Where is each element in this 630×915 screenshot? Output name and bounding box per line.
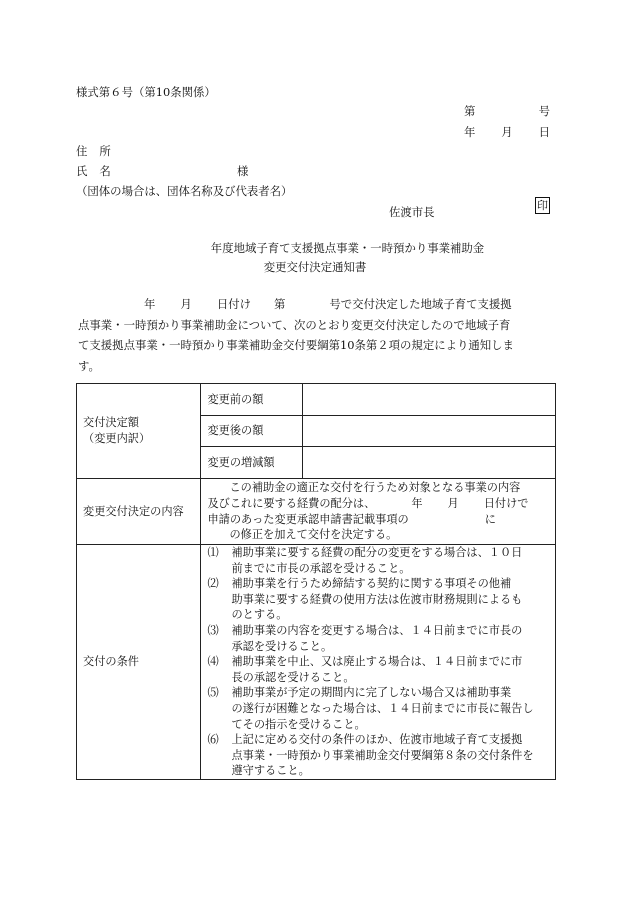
condition-line: 補助事業に要する経費の配分の変更をする場合は、１０日	[231, 546, 523, 559]
name-label: 氏名	[76, 164, 123, 178]
content-month: 月	[447, 496, 459, 510]
condition-line: 補助事業の内容を変更する場合は、１４日前までに市長の	[231, 623, 523, 637]
doc-number-prefix: 第	[464, 104, 476, 118]
body-line-3: て支援拠点事業・一時預かり事業補助金交付要綱第10条第２項の規定により通知しま	[78, 338, 514, 352]
condition-item	[207, 732, 555, 779]
content-line-3-suffix: に	[484, 512, 496, 526]
body-line-4: す。	[78, 358, 100, 373]
condition-line: の遂行が困難となった場合は、１４日前までに市長に報告し	[231, 701, 534, 715]
decision-amount-sub: （変更内訳）	[83, 432, 151, 445]
date-year: 年	[464, 125, 476, 139]
condition-line: 補助事業を中止、又は廃止する場合は、１４日前までに市	[231, 655, 523, 669]
content-line-4-text: の修正を加えて交付を決定する。	[229, 528, 398, 542]
conditions-label: 交付の条件	[77, 545, 201, 780]
address-label: 住所	[76, 144, 123, 158]
content-cell	[201, 479, 556, 545]
table-row	[77, 479, 556, 545]
condition-line: 長の承認を受けること。	[231, 670, 355, 684]
condition-text	[231, 623, 555, 654]
content-line-2	[207, 496, 555, 512]
content-line-3	[207, 512, 555, 528]
body-line-2: 点事業・一時預かり事業補助金について、次のとおり変更交付決定したので地域子育	[78, 317, 511, 332]
condition-item	[207, 576, 555, 623]
condition-line: 助事業に要する経費の使用方法は佐渡市財務規則によるも	[231, 592, 523, 606]
document-number	[464, 103, 550, 119]
date-day: 日	[538, 125, 550, 139]
condition-line: 遵守すること。	[231, 764, 310, 778]
content-day: 日付けで	[483, 496, 529, 510]
body-number-prefix: 第	[274, 297, 286, 311]
document-date	[464, 124, 550, 140]
condition-number: ⑸	[207, 686, 219, 700]
content-year: 年	[411, 496, 423, 510]
content-line-1-text: この補助金の適正な交付を行うため対象となる事業の内容	[229, 481, 521, 495]
condition-line: 前までに市長の承認を受けること。	[231, 561, 411, 575]
group-note: （団体の場合は、団体名称及び代表者名）	[76, 184, 293, 198]
before-amount-label: 変更前の額	[201, 384, 302, 416]
content-line-2-text: 及びこれに要する経費の配分は、	[207, 496, 376, 510]
content-line-4	[207, 527, 555, 543]
diff-amount-label: 変更の増減額	[201, 447, 302, 479]
issuer-name: 佐渡市長	[389, 205, 435, 219]
condition-line: 補助事業を行うため締結する契約に関する事項その他補	[231, 577, 512, 591]
form-number: 様式第６号（第10条関係）	[76, 85, 216, 99]
condition-line: 点事業・一時預かり事業補助金交付要綱第８条の交付条件を	[231, 748, 534, 762]
diff-amount-value	[302, 447, 555, 479]
condition-number: ⑹	[207, 733, 219, 747]
condition-item	[207, 654, 555, 685]
date-month: 月	[501, 125, 513, 139]
honorific: 様	[237, 164, 249, 178]
body-day: 日付け	[216, 297, 251, 311]
content-line-1	[207, 480, 555, 496]
document-subtitle: 変更交付決定通知書	[263, 260, 367, 274]
condition-number: ⑵	[207, 577, 219, 591]
body-line-1	[78, 294, 556, 315]
condition-number: ⑴	[207, 546, 219, 559]
decision-amount-label-cell	[77, 384, 201, 479]
condition-text	[231, 685, 555, 732]
condition-line: てその指示を受けること。	[231, 717, 366, 731]
condition-line: 上記に定める交付の条件のほか、佐渡市地域子育て支援拠	[231, 733, 523, 747]
seal-stamp: 印	[537, 199, 548, 212]
condition-item	[207, 545, 555, 576]
condition-text	[231, 545, 555, 576]
condition-line: 補助事業が予定の期間内に完了しない場合又は補助事業	[231, 686, 512, 700]
decision-amount-label: 交付決定額	[83, 416, 139, 429]
conditions-cell	[201, 545, 556, 780]
before-amount-value	[302, 384, 555, 416]
document-title: 年度地域子育て支援拠点事業・一時預かり事業補助金	[210, 241, 485, 255]
condition-text	[231, 732, 555, 779]
content-line-3-text: 申請のあった変更承認申請書記載事項の	[207, 512, 409, 526]
conditions-list	[207, 545, 555, 779]
notice-body	[78, 294, 556, 376]
after-amount-label: 変更後の額	[201, 416, 302, 447]
content-label: 変更交付決定の内容	[77, 479, 201, 545]
condition-line: 承認を受けること。	[231, 639, 333, 653]
decision-table	[76, 383, 556, 780]
body-year: 年	[144, 297, 156, 311]
condition-text	[231, 576, 555, 623]
condition-number: ⑷	[207, 655, 219, 669]
doc-number-suffix: 号	[538, 104, 550, 118]
body-month: 月	[180, 297, 192, 311]
condition-item	[207, 623, 555, 654]
body-line1-rest: 号で交付決定した地域子育て支援拠	[329, 297, 512, 311]
table-row	[77, 545, 556, 780]
condition-item	[207, 685, 555, 732]
condition-number: ⑶	[207, 623, 219, 637]
after-amount-value	[302, 416, 555, 447]
condition-text	[231, 654, 555, 685]
condition-line: のとする。	[231, 608, 288, 622]
table-row	[77, 384, 556, 416]
